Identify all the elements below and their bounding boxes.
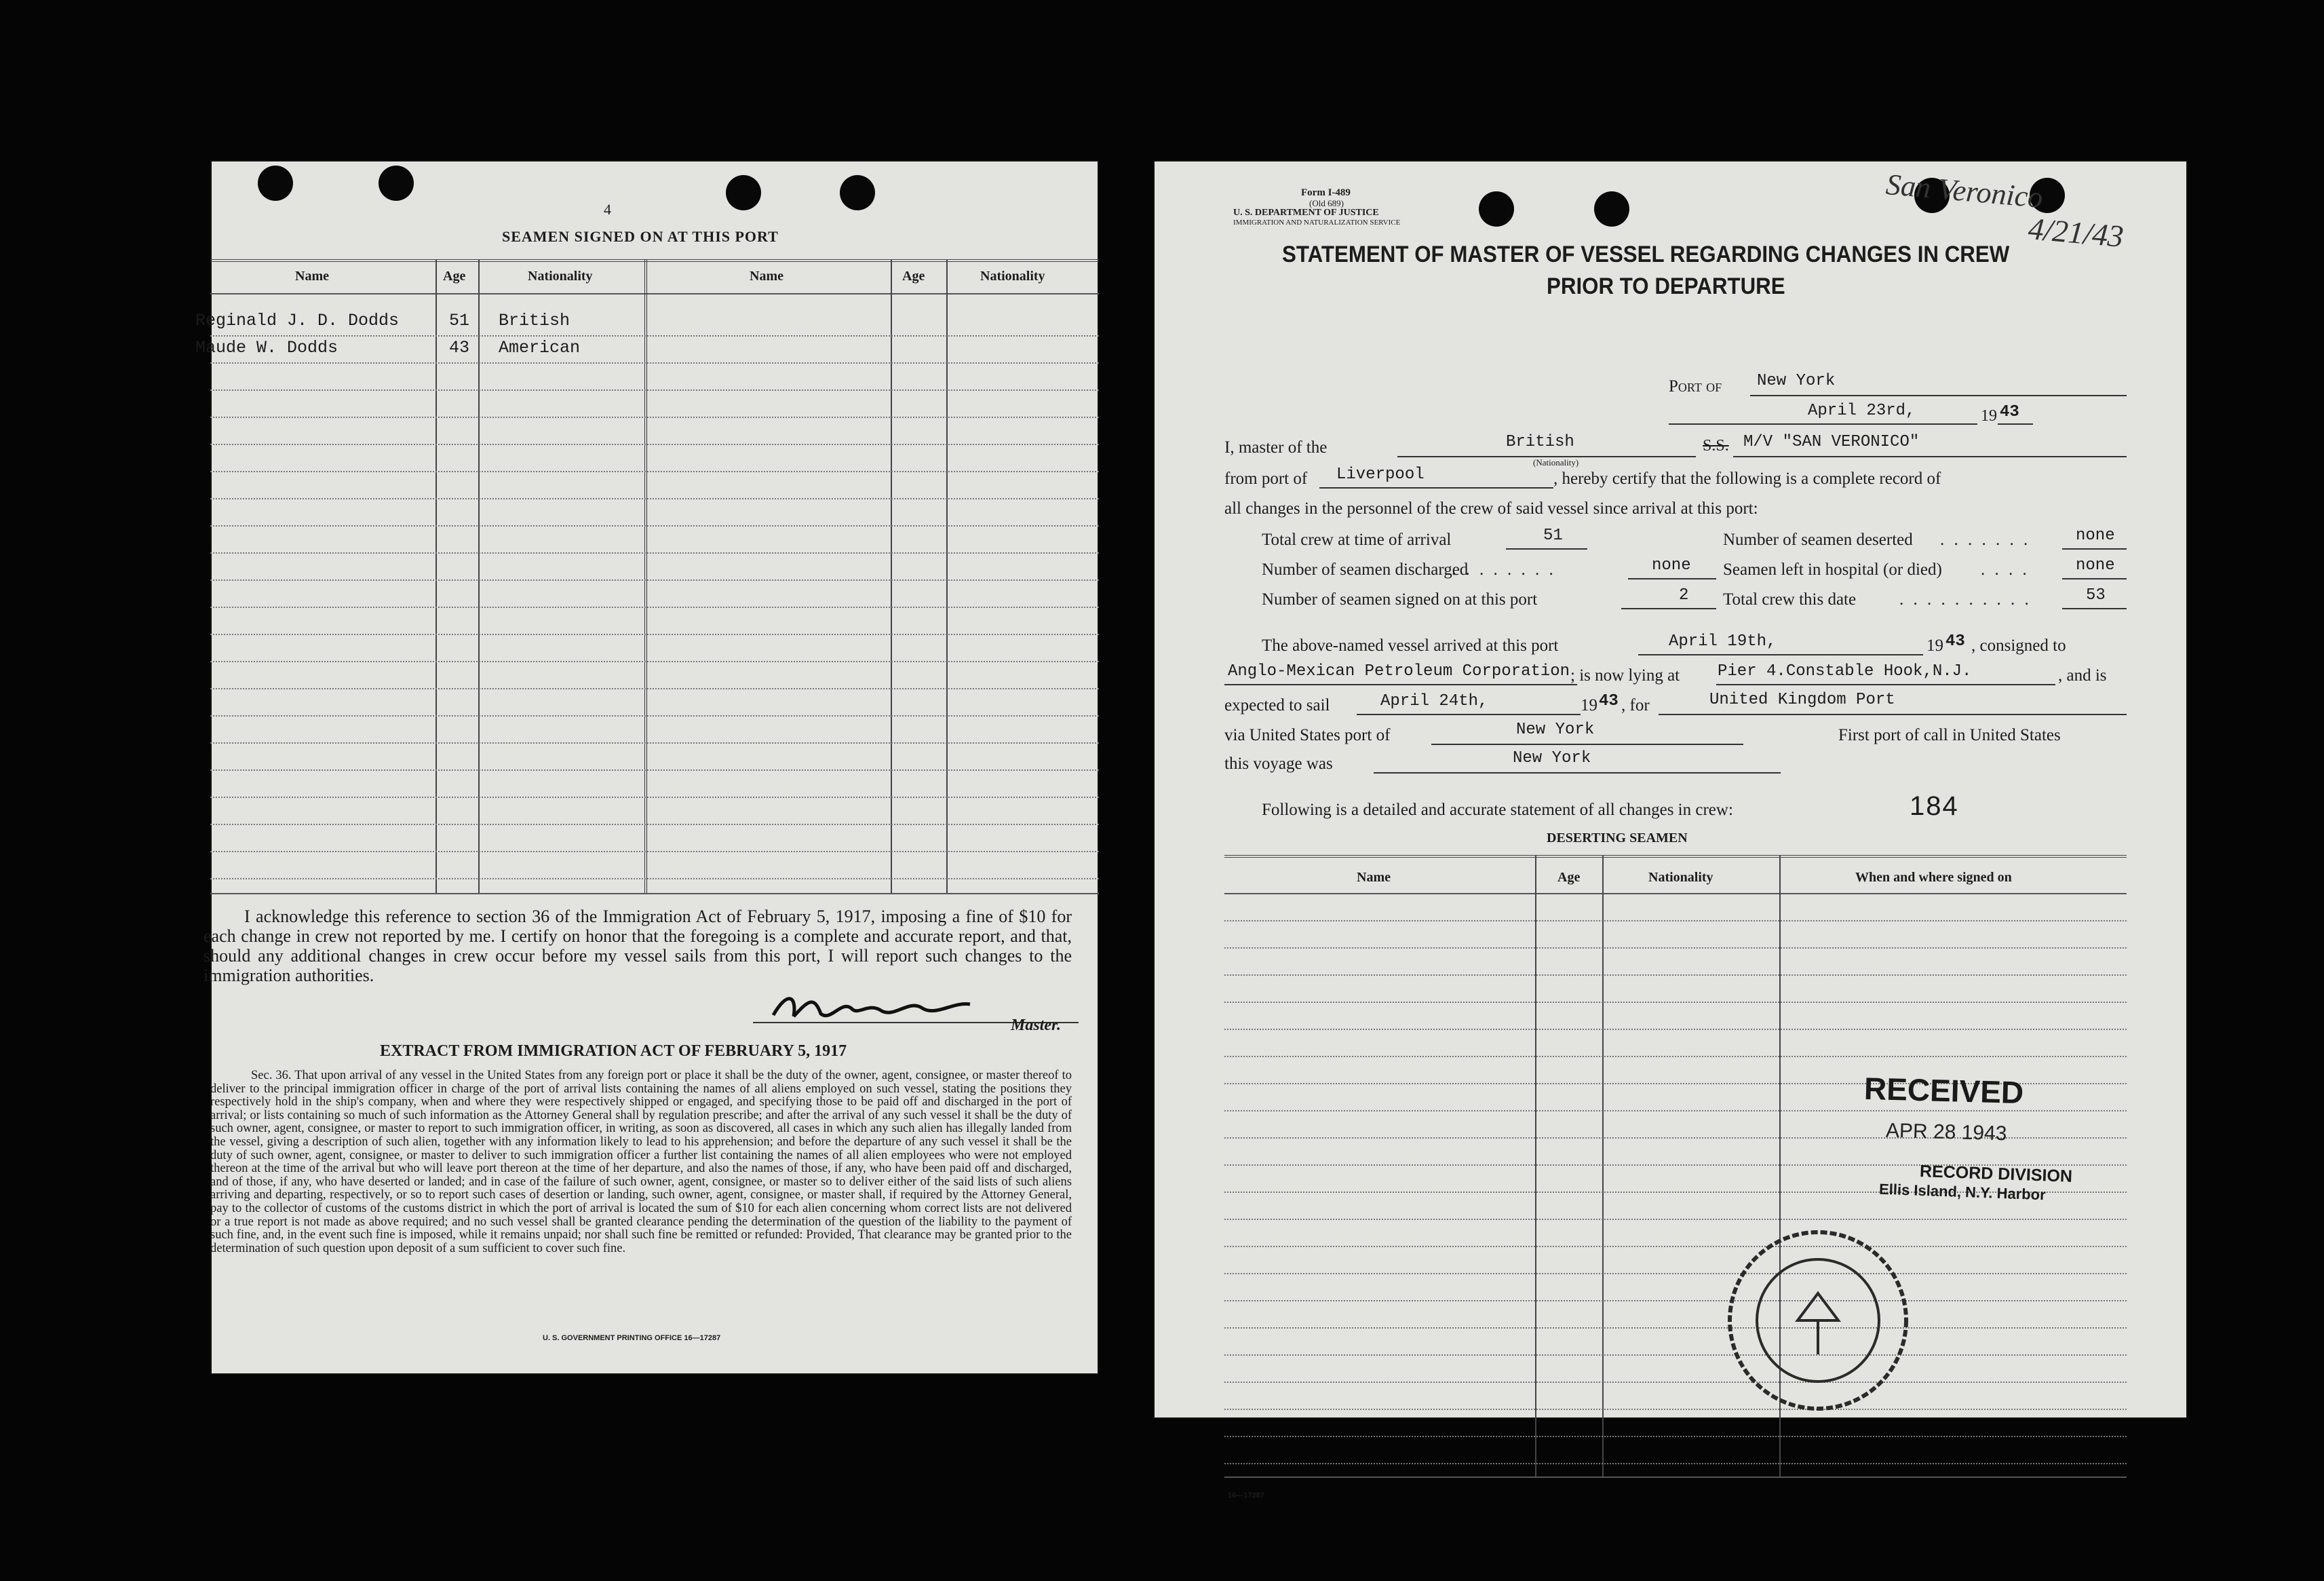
port-label: Port of	[1669, 377, 1722, 396]
stat-leader: . . . . . . . .	[1452, 560, 1556, 579]
via-label: via United States port of	[1224, 726, 1391, 744]
col-header-age: Age	[1557, 870, 1581, 885]
table-top-rule	[210, 259, 1099, 262]
col-header-nationality: Nationality	[528, 269, 593, 284]
printer-line: U. S. GOVERNMENT PRINTING OFFICE 16—17287	[543, 1334, 721, 1342]
form-old-number: (Old 689)	[1309, 198, 1344, 208]
and-is-label: , and is	[2058, 666, 2107, 685]
consignee-value: Anglo-Mexican Petroleum Corporation	[1228, 662, 1570, 681]
form-title: STATEMENT OF MASTER OF VESSEL REGARDING CHANGES IN CREW	[1282, 242, 2010, 267]
right-page	[1153, 160, 2188, 1500]
port-field	[1750, 395, 2127, 396]
seaman-age: 51	[449, 311, 470, 330]
stat-label: Seamen left in hospital (or died)	[1723, 560, 1942, 579]
form-number: Form I-489	[1301, 187, 1351, 198]
from-port-label: from port of	[1224, 470, 1308, 488]
stat-field	[1506, 548, 1587, 550]
sail-year: 43	[1599, 692, 1619, 710]
stat-label: Total crew at time of arrival	[1262, 531, 1452, 549]
table-header-rule	[1224, 893, 2127, 894]
arrived-year: 43	[1945, 632, 1965, 651]
stat-field	[1628, 578, 1716, 579]
certify-text: , hereby certify that the following is a complete record of	[1553, 470, 1941, 488]
via-value: New York	[1516, 721, 1595, 739]
deserting-title: DESERTING SEAMEN	[1547, 831, 1688, 845]
arrived-year-prefix: 19	[1926, 636, 1943, 655]
port-value: New York	[1757, 372, 1836, 390]
stat-leader: . . . . . . .	[1940, 531, 2031, 549]
arrived-field	[1638, 654, 1923, 655]
received-stamp-place: Ellis Island, N.Y. Harbor	[1878, 1180, 2047, 1204]
stat-label: Number of seamen deserted	[1723, 531, 1913, 549]
voyage-label: this voyage was	[1224, 755, 1333, 773]
via-field	[1431, 744, 1743, 745]
arrived-label: The above-named vessel arrived at this port	[1262, 636, 1559, 655]
consigned-label: , consigned to	[1971, 636, 2066, 655]
stat-label: Total crew this date	[1723, 590, 1857, 609]
date-field	[1669, 423, 1977, 425]
vessel-type-struck: S.S.	[1703, 437, 1729, 455]
punch-hole	[1479, 191, 1514, 227]
extract-title: EXTRACT FROM IMMIGRATION ACT OF FEBRUARY 5, 1917	[380, 1042, 847, 1060]
lying-label: ; is now lying at	[1570, 666, 1680, 685]
from-port-value: Liverpool	[1336, 465, 1425, 484]
voyage-value: New York	[1513, 749, 1591, 767]
lying-value: Pier 4.Constable Hook,N.J.	[1718, 662, 1972, 681]
col-header-name-2: Name	[750, 269, 783, 284]
nationality-caption: (Nationality)	[1533, 457, 1579, 468]
consignee-field	[1224, 684, 1577, 685]
form-subtitle: PRIOR TO DEPARTURE	[1547, 273, 1785, 299]
stat-label: Number of seamen signed on at this port	[1262, 590, 1538, 609]
stat-field	[2062, 548, 2127, 550]
circular-seal-stamp	[1716, 1219, 1920, 1422]
seaman-age: 43	[449, 338, 470, 358]
stat-leader: . . . . . . . . . .	[1899, 590, 2032, 609]
col-header-name: Name	[1357, 870, 1391, 885]
nationality-value: British	[1506, 433, 1574, 451]
expected-label: expected to sail	[1224, 696, 1330, 715]
stat-value: none	[1652, 556, 1691, 575]
seaman-nationality: American	[499, 338, 581, 358]
vessel-name: M/V "SAN VERONICO"	[1743, 433, 1920, 451]
destination-value: United Kingdom Port	[1709, 691, 1895, 709]
sheet-number: 184	[1910, 791, 1959, 821]
seaman-name: Reginald J. D. Dodds	[195, 311, 400, 330]
arrived-value: April 19th,	[1669, 632, 1777, 651]
year-value: 43	[2000, 403, 2019, 421]
stat-label: Number of seamen discharged	[1262, 560, 1469, 579]
section-title: SEAMEN SIGNED ON AT THIS PORT	[502, 228, 779, 245]
left-page	[195, 160, 1099, 1375]
from-port-field	[1319, 487, 1553, 489]
sail-field	[1357, 714, 1581, 715]
sail-year-prefix: 19	[1581, 696, 1597, 715]
col-header-age-2: Age	[902, 269, 925, 284]
received-stamp-division: RECORD DIVISION	[1919, 1162, 2073, 1186]
lying-field	[1716, 684, 2055, 685]
voyage-field	[1374, 772, 1781, 774]
received-stamp-title: RECEIVED	[1863, 1070, 2024, 1111]
page-number: 4	[604, 201, 611, 218]
punch-hole	[726, 175, 761, 210]
received-stamp-date: APR 28 1943	[1885, 1119, 2007, 1145]
stat-value: none	[2076, 556, 2115, 575]
col-header-nationality: Nationality	[1648, 870, 1713, 885]
col-header-age: Age	[443, 269, 466, 284]
for-label: , for	[1621, 696, 1650, 715]
col-header-when-where: When and where signed on	[1855, 870, 2012, 885]
stat-value: none	[2076, 527, 2115, 545]
extract-text: Sec. 36. That upon arrival of any vessel in the United States from any foreign port or place it shall be the duty of the owner, agent, consignee, or master thereof to deliver to the principal immigration officer in charge of the port of arrival lists containing the names of all aliens employed on such vessel, stating the positions they respectively hold in the ship's company, when and where they were respectively shipped or engaged, and specifying those to be paid off and discharged in the port of arrival; or lists containing so much of such information as the Attorney General shall by regulation prescribe; and after the arrival of any such vessel it shall be the duty of such owner, agent, consignee, or master to report to such immigration officer, in writing, as soon as discovered, all cases in which any such alien has illegally landed from the vessel, giving a description of such alien, together with any information likely to lead to his apprehension; and before the departure of any such vessel it shall be the duty of such owner, agent, consignee, or master to deliver to such immigration officer a further list containing the names of all alien employees who were not employed thereon at the time of the arrival but who will leave port thereon at the time of her departure, and also the names of those, if any, who have been paid off and discharged, and of those, if any, who have deserted or landed; and in case of the failure of such owner, agent, consignee, or master so to deliver either of the said lists of such aliens arriving and departing, respectively, or so to report such cases of desertion or landing, such owner, agent, consignee, or master shall, if required by the Attorney General, pay to the collector of customs of the customs district in which the port of arrival is located the sum of $10 for each alien concerning whom correct lists are not delivered or a true report is not made as above required; and no such vessel shall be granted clearance pending the determination of the question of the liability to the payment of such fine, and, in the event such fine is imposed, while it remains unpaid; nor shall such fine be remitted or refunded: Provided, That clearance may be granted prior to the determination of such question upon deposit of a sum sufficient to cover such fine.	[210, 1069, 1072, 1255]
stat-field	[1621, 608, 1716, 609]
stat-leader: . . . .	[1981, 560, 2030, 579]
table-bottom-rule	[210, 893, 1099, 894]
master-of-label: I, master of the	[1224, 438, 1328, 457]
col-header-name: Name	[295, 269, 329, 284]
stat-value: 2	[1679, 586, 1689, 605]
stat-field	[2062, 578, 2127, 579]
seaman-name: Maude W. Dodds	[195, 338, 338, 358]
master-label: Master.	[1011, 1016, 1062, 1034]
seaman-nationality: British	[499, 311, 570, 330]
following-text: Following is a detailed and accurate statement of all changes in crew:	[1262, 801, 1733, 819]
stat-field	[2062, 608, 2127, 609]
date-value: April 23rd,	[1808, 402, 1916, 420]
punch-hole	[258, 166, 293, 201]
destination-field	[1659, 714, 2127, 715]
punch-hole	[1594, 191, 1629, 227]
col-header-nationality-2: Nationality	[980, 269, 1045, 284]
stat-value: 53	[2086, 586, 2106, 605]
stat-value: 51	[1543, 527, 1563, 545]
acknowledgement-text: I acknowledge this reference to section 36 of the Immigration Act of February 5, 1917, imposing a fine of $10 for each change in crew not reported by me. I certify on honor that the foregoing is a complete and accurate report, and that, should any additional changes in crew occur before my vessel sails from this port, I will report such changes to the immigration authorities.	[204, 907, 1072, 985]
handwritten-date-note: 4/21/43	[2027, 210, 2125, 254]
table-top-rule	[1224, 855, 2127, 858]
punch-hole	[840, 175, 875, 210]
sail-value: April 24th,	[1380, 692, 1488, 710]
first-port-label: First port of call in United States	[1838, 726, 2061, 744]
vessel-field	[1733, 456, 2127, 457]
punch-hole	[379, 166, 414, 201]
all-changes-text: all changes in the personnel of the crew of said vessel since arrival at this port:	[1224, 499, 1758, 518]
printer-line: 16—17287	[1228, 1491, 1264, 1500]
department: U. S. DEPARTMENT OF JUSTICE	[1233, 208, 1379, 218]
service: IMMIGRATION AND NATURALIZATION SERVICE	[1233, 218, 1401, 227]
handwritten-vessel-note: San Veronico	[1884, 167, 2045, 215]
table-bottom-rule	[1224, 1477, 2127, 1478]
year-prefix: 19	[1981, 407, 1997, 425]
table-header-rule	[210, 293, 1099, 294]
year-field	[1998, 423, 2033, 425]
